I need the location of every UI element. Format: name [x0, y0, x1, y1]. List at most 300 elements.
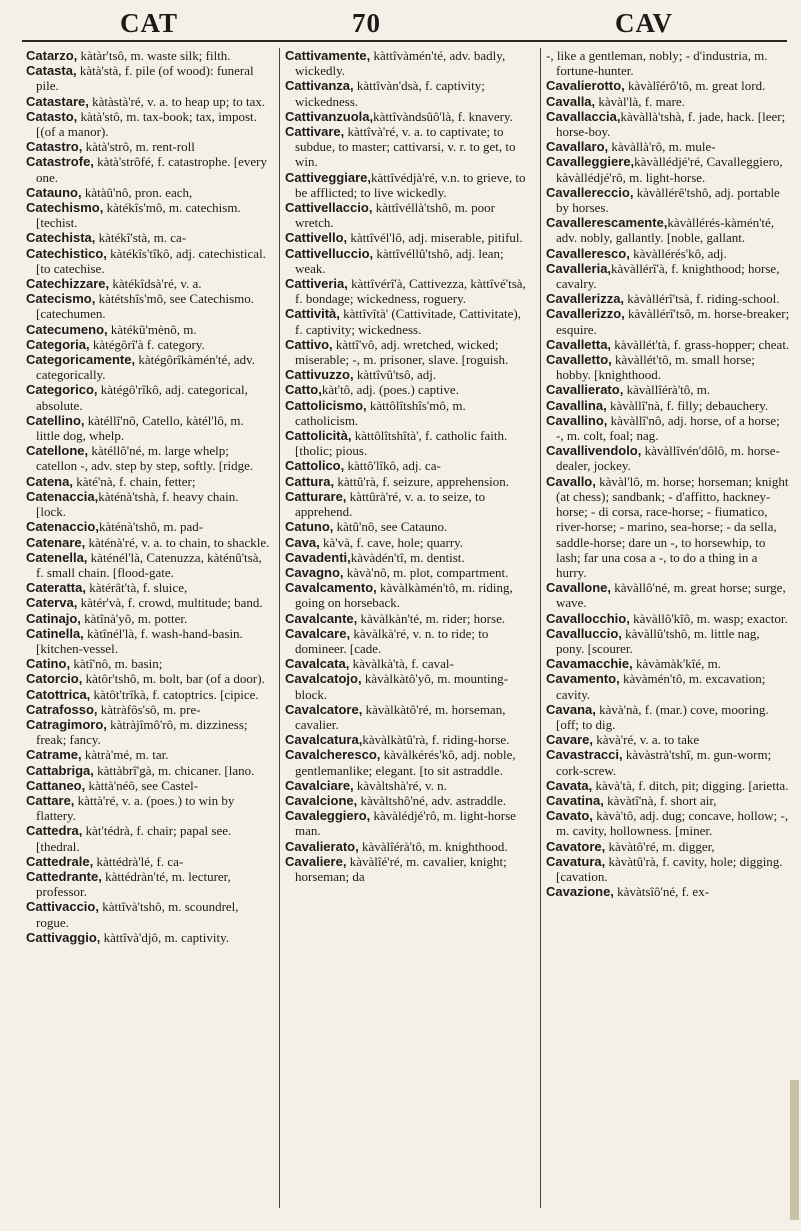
entry-headword: Cattivello,: [285, 230, 348, 246]
entry-definition: kà'và, f. cave, hole; quarry.: [319, 534, 464, 550]
entry-headword: Catechismo,: [26, 200, 104, 216]
dictionary-entry: [26, 230, 270, 245]
dictionary-entry: [26, 109, 270, 139]
entry-definition: kàtînà'yô, m. potter.: [80, 610, 188, 626]
dictionary-entry: [26, 185, 270, 200]
dictionary-entry: [285, 580, 529, 610]
entry-definition: kàvàtû'rà, f. cavity, hole; digging. [cavation.: [556, 853, 783, 884]
dictionary-entry: [285, 854, 529, 884]
dictionary-entry: [546, 48, 790, 78]
dictionary-entry: [546, 884, 790, 899]
entry-definition: kàvà'tà, f. ditch, pit; digging. [arietta.: [592, 777, 789, 793]
entry-definition: kàtàû'nô, pron. each,: [81, 184, 193, 200]
entry-headword: Categoricamente,: [26, 352, 136, 368]
dictionary-entry: [546, 626, 790, 656]
entry-headword: Cavalletta,: [546, 336, 612, 352]
entry-definition: kàvàllét'tà, f. grass-hopper; cheat.: [611, 336, 790, 352]
dictionary-entry: [26, 823, 270, 853]
dictionary-entry: [285, 109, 529, 124]
entry-headword: Catuno,: [285, 519, 334, 535]
entry-definition: kàvàllérî'tsô, m. horse-breaker; esquire.: [556, 306, 790, 337]
dictionary-entry: [285, 489, 529, 519]
dictionary-entry: [546, 671, 790, 701]
dictionary-entry: [26, 535, 270, 550]
entry-headword: Catecumeno,: [26, 321, 108, 337]
entry-headword: Cavato,: [546, 808, 593, 824]
entry-definition: kàttî'vô, adj. wretched, wicked; miserable; -, m. prisoner, slave. [roguish.: [295, 336, 509, 368]
dictionary-entry: [546, 808, 790, 838]
entry-headword: Cattivanzuola,: [285, 108, 374, 124]
dictionary-entry: [26, 139, 270, 154]
dictionary-entry: [285, 428, 529, 458]
entry-definition: kàtékîs'tîkô, adj. catechistical. [to catechise.: [36, 245, 266, 276]
entry-headword: Cavallina,: [546, 397, 607, 413]
entry-headword: Cattivaggio,: [26, 929, 101, 945]
dictionary-entry: [546, 793, 790, 808]
entry-headword: Cavastracci,: [546, 747, 623, 763]
entry-definition: kàténà'tshà, f. heavy chain. [lock.: [36, 488, 239, 520]
dictionary-entry: [26, 200, 270, 230]
dictionary-entry: [285, 398, 529, 428]
entry-definition: kàttîvérî'à, Cattivezza, kàttîvé'tsà, f. bondage; wickedness, roguery.: [295, 276, 526, 307]
entry-definition: kàvàlkàtô'yô, m. mounting-block.: [295, 671, 508, 702]
entry-headword: Catenare,: [26, 534, 86, 550]
dictionary-entry: [546, 246, 790, 261]
dictionary-entry: [285, 747, 529, 777]
entry-headword: Cattaneo,: [26, 777, 86, 793]
entry-headword: Cavallo,: [546, 473, 596, 489]
entry-headword: Cavagno,: [285, 564, 344, 580]
dictionary-entry: [285, 124, 529, 170]
dictionary-entry: [26, 474, 270, 489]
dictionary-entry: [285, 671, 529, 701]
entry-definition: kàtérât'tà, f. sluice,: [85, 580, 188, 596]
entry-headword: Cavallaro,: [546, 139, 609, 155]
entry-headword: Cavadenti,: [285, 549, 351, 565]
entry-definition: kàvàllîvén'dôlô, m. horse-dealer, jockey.: [556, 443, 780, 474]
entry-headword: Cavalleria,: [546, 260, 612, 276]
dictionary-entry: [26, 550, 270, 580]
dictionary-entry: [26, 63, 270, 93]
dictionary-entry: [546, 352, 790, 382]
entry-definition: kàttîvàndsûô'là, f. knavery.: [373, 108, 513, 124]
dictionary-entry: [546, 656, 790, 671]
dictionary-entry: [546, 398, 790, 413]
dictionary-entry: [546, 702, 790, 732]
entry-headword: Cattolicità,: [285, 428, 352, 444]
column-divider: [279, 48, 280, 1208]
entry-definition: kàvàlkà'tà, f. caval-: [349, 656, 454, 672]
entry-headword: Cavallocchio,: [546, 610, 630, 626]
entry-headword: Cavatura,: [546, 853, 606, 869]
entry-headword: Catinajo,: [26, 610, 81, 626]
dictionary-entry: [26, 671, 270, 686]
entry-definition: kàvà'ré, v. a. to take: [592, 732, 700, 748]
entry-headword: Cattivamente,: [285, 48, 371, 63]
column-2: [285, 48, 529, 884]
entry-definition: kàvàlkàtô'ré, m. horseman, cavalier.: [295, 701, 506, 732]
entry-definition: kàttûrà'ré, v. a. to seize, to apprehend.: [295, 488, 486, 520]
dictionary-entry: [285, 611, 529, 626]
entry-definition: kàvàl'lô, m. horse; horseman; knight (at chess); sandbank; - d'affitto, hackney-horse; - di corsa, race-horse; - fiumatico, river-horse; - marino, sea-horse; - da sella, saddle-horse; dare un -, to horsewhip, to lash; far una cosa a -, to do a thing in a hurry.: [556, 473, 789, 580]
entry-headword: Cavallino,: [546, 412, 608, 428]
entry-headword: Catinella,: [26, 625, 84, 641]
entry-definition: kàtéllî'nô, Catello, kàtél'lô, m. little dog, whelp.: [36, 412, 244, 444]
entry-definition: kàtràfôs'sô, m. pre-: [97, 701, 201, 717]
entry-definition: kàtàr'tsô, m. waste silk; filth.: [77, 48, 231, 63]
entry-definition: kàtékîs'mô, m. catechism. [techist.: [36, 200, 241, 231]
entry-headword: Catturare,: [285, 488, 347, 504]
entry-headword: Catastro,: [26, 139, 83, 155]
entry-definition: kàtékî'stà, m. ca-: [95, 230, 187, 246]
dictionary-entry: [546, 94, 790, 109]
entry-headword: Catechizzare,: [26, 276, 110, 292]
column-3: [546, 48, 790, 899]
entry-definition: kàvàtô'ré, m. digger,: [605, 838, 715, 854]
dictionary-entry: [26, 626, 270, 656]
entry-headword: Catasto,: [26, 108, 78, 124]
dictionary-entry: [285, 535, 529, 550]
dictionary-entry: [285, 306, 529, 336]
page-edge-shadow: [790, 1080, 799, 1220]
entry-definition: kàvà'tô, adj. dug; concave, hollow; -, m. cavity, hollowness. [miner.: [556, 808, 789, 839]
entry-headword: Cavalcante,: [285, 610, 358, 626]
dictionary-entry: [546, 732, 790, 747]
dictionary-entry: [26, 154, 270, 184]
entry-headword: Cavallaccia,: [546, 108, 621, 124]
dictionary-entry: [26, 763, 270, 778]
entry-headword: Cavamento,: [546, 671, 620, 687]
entry-headword: Cattivaccio,: [26, 899, 99, 915]
entry-headword: Cavalcatojo,: [285, 671, 362, 687]
dictionary-entry: [285, 230, 529, 245]
dictionary-entry: [26, 930, 270, 945]
dictionary-entry: [26, 519, 270, 534]
entry-definition: kàvàllû'tshô, m. little nag, pony. [scourer.: [556, 625, 760, 656]
dictionary-entry: [26, 337, 270, 352]
entry-definition: kàvàltshô'né, adv. astraddle.: [357, 792, 507, 808]
entry-headword: Catastrofe,: [26, 154, 94, 170]
entry-definition: kàttô'lîkô, adj. ca-: [344, 458, 441, 474]
dictionary-entry: [546, 109, 790, 139]
entry-headword: Cavalcatura,: [285, 732, 363, 748]
entry-headword: Cattura,: [285, 473, 335, 489]
entry-definition: kàvàllérés-kàmén'té, adv. nobly, gallantly. [noble, gallant.: [556, 215, 775, 246]
dictionary-entry: [285, 839, 529, 854]
dictionary-entry: [285, 276, 529, 306]
entry-headword: Cavare,: [546, 732, 593, 748]
entry-definition: kàt'tédrà, f. chair; papal see. [thedral.: [36, 823, 232, 854]
dictionary-entry: [546, 185, 790, 215]
dictionary-entry: [26, 276, 270, 291]
dictionary-entry: [285, 732, 529, 747]
entry-definition: kàvàstrà'tshî, m. gun-worm; cork-screw.: [556, 747, 772, 778]
entry-headword: Catenella,: [26, 549, 88, 565]
entry-headword: Cattedra,: [26, 823, 83, 839]
entry-definition: kàttîvîtà' (Cattivitade, Cattivitate), f. captivity; wickedness.: [295, 306, 521, 337]
dictionary-entry: [285, 337, 529, 367]
entry-definition: kàtégôrî'à f. category.: [89, 336, 205, 352]
dictionary-entry: [26, 656, 270, 671]
entry-definition: kàvàlîérà'tô, m. knighthood.: [358, 838, 508, 854]
entry-headword: Cattivo,: [285, 336, 333, 352]
entry-headword: Cattivanza,: [285, 78, 354, 94]
column-divider: [540, 48, 541, 1208]
dictionary-entry: [546, 261, 790, 291]
entry-headword: Cavalcatore,: [285, 701, 363, 717]
dictionary-entry: [26, 595, 270, 610]
entry-headword: Cavalla,: [546, 93, 596, 109]
entry-definition: kàvàllét'tô, m. small horse; hobby. [knighthood.: [556, 352, 755, 383]
entry-definition: kàvàlîérô'tô, m. great lord.: [624, 78, 766, 94]
dictionary-entry: [546, 78, 790, 93]
entry-definition: kàtî'nô, m. basin;: [70, 656, 163, 672]
entry-definition: kàvàtî'nà, f. short air,: [603, 792, 717, 808]
entry-headword: Cavana,: [546, 701, 596, 717]
entry-headword: Cattolico,: [285, 458, 345, 474]
dictionary-entry: [546, 611, 790, 626]
entry-headword: Cavaliere,: [285, 853, 347, 869]
entry-headword: Cattiveggiare,: [285, 169, 371, 185]
entry-definition: kàvàtsîô'né, f. ex-: [613, 884, 710, 900]
entry-headword: Catellino,: [26, 412, 85, 428]
entry-definition: kàttàbrî'gà, m. chicaner. [lano.: [93, 762, 255, 778]
dictionary-entry: [546, 306, 790, 336]
dictionary-entry: [285, 474, 529, 489]
header-rule: [22, 40, 787, 42]
entry-headword: Catrame,: [26, 747, 82, 763]
entry-headword: Cavallerizzo,: [546, 306, 625, 322]
entry-definition: kàtràjîmô'rô, m. dizziness; freak; fancy.: [36, 716, 248, 748]
header-right-guide: CAV: [615, 8, 674, 38]
entry-definition: kàvàmén'tô, m. excavation; cavity.: [556, 671, 766, 702]
entry-definition: kàvàlkàtû'rà, f. riding-horse.: [362, 732, 510, 748]
entry-definition: kàttîvél'lô, adj. miserable, pitiful.: [347, 230, 523, 246]
entry-headword: Cavallerescamente,: [546, 215, 668, 231]
entry-definition: kàtékû'mènô, m.: [107, 321, 197, 337]
entry-definition: kàvàlkérés'kô, adj. noble, gentlemanlike; elegant. [to sit astraddle.: [295, 747, 516, 778]
entry-headword: Catino,: [26, 656, 71, 672]
entry-headword: Cavallivendolo,: [546, 443, 642, 459]
entry-definition: kàvàltshà'ré, v. n.: [353, 777, 447, 793]
entry-definition: kàtà'stà, f. pile (of wood): funeral pile.: [36, 63, 254, 94]
entry-definition: kàvàlkà'ré, v. n. to ride; to domineer. [cade.: [295, 625, 489, 656]
entry-definition: kàtàstà'ré, v. a. to heap up; to tax.: [88, 93, 266, 109]
dictionary-entry: [26, 747, 270, 762]
entry-headword: Cavalluccio,: [546, 625, 622, 641]
entry-definition: kàttà'néô, see Castel-: [85, 777, 199, 793]
dictionary-entry: [546, 854, 790, 884]
entry-headword: Cattabriga,: [26, 762, 94, 778]
header-left-guide: CAT: [120, 8, 179, 38]
entry-headword: Cattivellaccio,: [285, 200, 373, 216]
entry-headword: Catragimoro,: [26, 716, 107, 732]
dictionary-entry: [26, 899, 270, 929]
entry-headword: Cattolicismo,: [285, 397, 367, 413]
entry-headword: Cavata,: [546, 777, 593, 793]
entry-headword: Catarzo,: [26, 48, 78, 63]
entry-definition: kàvàllî'nà, f. filly; debauchery.: [606, 397, 769, 413]
entry-definition: -, like a gentleman, nobly; - d'industria, m. fortune-hunter.: [546, 48, 768, 79]
dictionary-entry: [26, 702, 270, 717]
entry-definition: kàtér'và, f. crowd, multitude; band.: [77, 595, 263, 611]
entry-definition: kàttédràn'té, m. lecturer, professor.: [36, 868, 231, 900]
entry-headword: Caterva,: [26, 595, 78, 611]
entry-headword: Cattivare,: [285, 124, 345, 140]
entry-definition: kàttû'rà, f. seizure, apprehension.: [334, 473, 510, 489]
entry-definition: kàttédrà'lé, f. ca-: [93, 853, 184, 869]
dictionary-entry: [26, 580, 270, 595]
dictionary-entry: [546, 382, 790, 397]
entry-definition: kàvàl'là, f. mare.: [595, 93, 685, 109]
entry-definition: kàvàllérés'kô, adj.: [629, 245, 727, 261]
dictionary-entry: [546, 215, 790, 245]
entry-definition: kàténél'là, Catenuzza, kàténû'tsà, f. small chain. [flood-gate.: [36, 549, 262, 580]
dictionary-entry: [26, 854, 270, 869]
entry-definition: kàtégôrîkàmén'té, adv. categorically.: [36, 352, 255, 383]
entry-headword: Cavallierato,: [546, 382, 624, 398]
entry-headword: Catauno,: [26, 184, 82, 200]
entry-headword: Cavalierotto,: [546, 78, 625, 94]
entry-definition: kàvàllérê'tshô, adj. portable by horses.: [556, 184, 780, 216]
entry-headword: Cateratta,: [26, 580, 86, 596]
entry-definition: kàtà'strô, m. rent-roll: [82, 139, 195, 155]
entry-headword: Catrafosso,: [26, 701, 98, 717]
entry-definition: kàvàllî'nô, adj. horse, of a horse; -, m. colt, foal; nag.: [556, 412, 780, 444]
entry-definition: kàtû'nô, see Catauno.: [333, 519, 448, 535]
dictionary-entry: [26, 382, 270, 412]
dictionary-entry: [26, 322, 270, 337]
entry-definition: kàttôlîtshîtà', f. catholic faith. [tholic; pious.: [295, 428, 508, 459]
entry-headword: Cavaleggiero,: [285, 808, 371, 824]
entry-headword: Cattivuzzo,: [285, 367, 354, 383]
entry-headword: Catena,: [26, 473, 73, 489]
entry-headword: Categorico,: [26, 382, 98, 398]
entry-definition: kàttîvû'tsô, adj.: [353, 367, 437, 383]
dictionary-entry: [26, 489, 270, 519]
entry-headword: Catastare,: [26, 93, 89, 109]
dictionary-entry: [285, 200, 529, 230]
entry-headword: Cavalleggiere,: [546, 154, 635, 170]
dictionary-entry: [285, 626, 529, 656]
entry-definition: kàtà'stô, m. tax-book; tax, impost. [(of a manor).: [36, 108, 257, 140]
entry-definition: kàvàdén'tî, m. dentist.: [350, 549, 465, 565]
entry-headword: Cavallereccio,: [546, 184, 634, 200]
dictionary-entry: [285, 382, 529, 397]
entry-definition: kàtrà'mé, m. tar.: [81, 747, 169, 763]
dictionary-entry: [546, 778, 790, 793]
entry-definition: kàvàlkàmén'tô, m. riding, going on horseback.: [295, 580, 513, 611]
entry-definition: kàvàllô'kîô, m. wasp; exactor.: [629, 610, 788, 626]
dictionary-entry: [546, 154, 790, 184]
entry-headword: Catto,: [285, 382, 322, 398]
entry-headword: Cattività,: [285, 306, 340, 322]
entry-headword: Cavalierato,: [285, 838, 359, 854]
dictionary-entry: [26, 717, 270, 747]
entry-headword: Catecismo,: [26, 291, 96, 307]
entry-definition: kàtétshîs'mô, see Catechismo. [catechumen.: [36, 291, 255, 322]
dictionary-entry: [26, 48, 270, 63]
entry-definition: kàvà'nà, f. (mar.) cove, mooring. [off; to dig.: [556, 701, 769, 732]
entry-definition: kàttîvà'ré, v. a. to captivate; to subdue, to master; cattivarsi, v. r. to get, to win.: [295, 124, 516, 170]
entry-definition: kàvàllîérà'tô, m.: [623, 382, 711, 398]
entry-headword: Cavatina,: [546, 792, 604, 808]
dictionary-entry: [546, 291, 790, 306]
entry-headword: Cavalcione,: [285, 792, 358, 808]
dictionary-entry: [546, 443, 790, 473]
entry-headword: Cavallone,: [546, 580, 612, 596]
dictionary-entry: [285, 808, 529, 838]
entry-definition: kàténà'tshô, m. pad-: [98, 519, 204, 535]
entry-headword: Catechista,: [26, 230, 96, 246]
dictionary-entry: [26, 246, 270, 276]
entry-definition: kàvàllà'tshà, f. jade, hack. [leer; horse-boy.: [556, 108, 786, 140]
dictionary-entry: [285, 170, 529, 200]
entry-headword: Catottrica,: [26, 686, 91, 702]
entry-headword: Cavalleresco,: [546, 245, 630, 261]
entry-definition: kàvàlédjé'rô, m. light-horse man.: [295, 808, 516, 839]
dictionary-entry: [285, 48, 529, 78]
entry-headword: Catorcio,: [26, 671, 83, 687]
dictionary-entry: [546, 747, 790, 777]
entry-headword: Cavallerizza,: [546, 291, 625, 307]
entry-headword: Catenaccio,: [26, 519, 99, 535]
entry-headword: Cattedrale,: [26, 853, 94, 869]
dictionary-entry: [285, 458, 529, 473]
entry-headword: Cavalcheresco,: [285, 747, 381, 763]
entry-definition: kàvàlîé'ré, m. cavalier, knight; horseman; da: [295, 853, 507, 884]
entry-definition: kàtékîdsà'ré, v. a.: [109, 276, 202, 292]
entry-headword: Cavalletto,: [546, 352, 612, 368]
dictionary-entry: [546, 839, 790, 854]
entry-definition: kàvàllà'rô, m. mule-: [608, 139, 716, 155]
entry-definition: kàttîvà'tshô, m. scoundrel, rogue.: [36, 899, 239, 930]
entry-headword: Cattedrante,: [26, 868, 102, 884]
dictionary-entry: [26, 793, 270, 823]
entry-headword: Categoria,: [26, 336, 90, 352]
entry-headword: Cavatore,: [546, 838, 606, 854]
dictionary-entry: [546, 474, 790, 580]
entry-headword: Catellone,: [26, 443, 89, 459]
entry-headword: Cattare,: [26, 792, 75, 808]
dictionary-entry: [546, 139, 790, 154]
page-number: 70: [352, 8, 381, 38]
entry-definition: kàvàmàk'kîé, m.: [632, 656, 721, 672]
entry-headword: Catasta,: [26, 63, 77, 79]
entry-definition: kàvàllérî'à, f. knighthood; horse, cavalry.: [556, 260, 780, 292]
entry-headword: Cattivelluccio,: [285, 245, 374, 261]
dictionary-entry: [26, 413, 270, 443]
entry-definition: kàttîvàmén'té, adv. badly, wickedly.: [295, 48, 506, 79]
entry-definition: kàttîvà'djô, m. captivity.: [100, 929, 229, 945]
dictionary-entry: [285, 550, 529, 565]
dictionary-entry: [285, 702, 529, 732]
entry-definition: kàttîvàn'dsà, f. captivity; wickedness.: [295, 78, 485, 109]
dictionary-entry: [26, 443, 270, 473]
entry-definition: kàvàllédjé'ré, Cavalleggiero, kàvàllédjé'rô, m. light-horse.: [556, 154, 783, 185]
entry-headword: Cavalcamento,: [285, 580, 377, 596]
entry-definition: kàtéllô'né, m. large whelp; catellon -, adv. step by step, softly. [ridge.: [36, 443, 254, 474]
dictionary-entry: [26, 778, 270, 793]
entry-definition: kàvàllô'né, m. great horse; surge, wave.: [556, 580, 786, 611]
entry-definition: kàttîvéllû'tshô, adj. lean; weak.: [295, 245, 504, 276]
entry-definition: kàt'tô, adj. (poes.) captive.: [321, 382, 459, 398]
dictionary-entry: [546, 413, 790, 443]
entry-definition: kàtà'strôfé, f. catastrophe. [every one.: [36, 154, 267, 185]
entry-definition: kàtégô'rîkô, adj. categorical, absolute.: [36, 382, 248, 413]
entry-headword: Cavamacchie,: [546, 656, 633, 672]
dictionary-entry: [285, 78, 529, 108]
